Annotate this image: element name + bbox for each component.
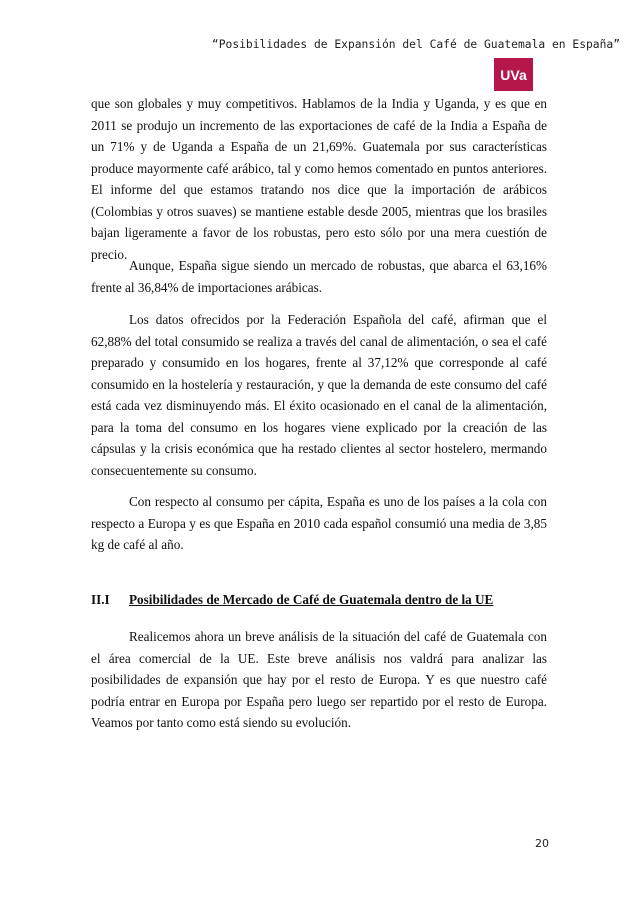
section-number: II.I xyxy=(91,592,110,607)
paragraph-robusta-market: Aunque, España sigue siendo un mercado de robustas, que abarca el 63,16% frente al 36,84% de importaciones arábicas. xyxy=(91,258,547,295)
uva-logo xyxy=(494,58,533,91)
section-title: Posibilidades de Mercado de Café de Guatemala dentro de la UE xyxy=(129,592,494,607)
paragraph-per-capita: Con respecto al consumo per cápita, España es uno de los países a la cola con respecto a Europa y es que España en 2010 cada español consumió una media de 3,85 kg de café al año. xyxy=(91,494,547,552)
uva-logo-graphic xyxy=(494,58,533,91)
svg-text:UVa: UVa xyxy=(500,67,527,83)
paragraph-consumption-channels: Los datos ofrecidos por la Federación Española del café, afirman que el 62,88% del total consumido se realiza a través del canal de alimentación, o sea el café preparado y consumido en los hogares, frente al 37,12% que corresponde al café consumido en la hostelería y restauración, y que la demanda de este consumo del café está cada vez disminuyendo más. El éxito ocasionado en el canal de la alimentación, para la toma del consumo en los hogares viene explicado por la creación de las cápsulas y la crisis económica que ha restado clientes al sector hostelero, mermando consecuentemente su consumo. xyxy=(91,312,547,478)
paragraph-eu-analysis: Realicemos ahora un breve análisis de la situación del café de Guatemala con el área comercial de la UE. Este breve análisis nos valdrá para analizar las posibilidades de expansión que hay por el resto de Europa. Y es que nuestro café podría entrar en Europa por España pero luego ser repartido por el resto de Europa. Veamos por tanto como está siendo su evolución. xyxy=(91,629,547,730)
running-header: “Posibilidades de Expansión del Café de Guatemala en España” xyxy=(211,38,620,51)
paragraph-global-competitors: que son globales y muy competitivos. Hablamos de la India y Uganda, y es que en 2011 se produjo un incremento de las exportaciones de café de la India a España de un 71% y de Uganda a España de un 21,69%. Guatemala por sus características produce mayormente café arábico, tal y como hemos comentado en puntos anteriores. El informe del que estamos tratando nos dice que la importación de arábicos (Colombias y otros suaves) se mantiene estable desde 2005, mientras que los brasiles bajan ligeramente a favor de los robustas, pero esto sólo por una mera cuestión de precio. xyxy=(91,96,547,262)
page-number: 20 xyxy=(535,837,549,850)
